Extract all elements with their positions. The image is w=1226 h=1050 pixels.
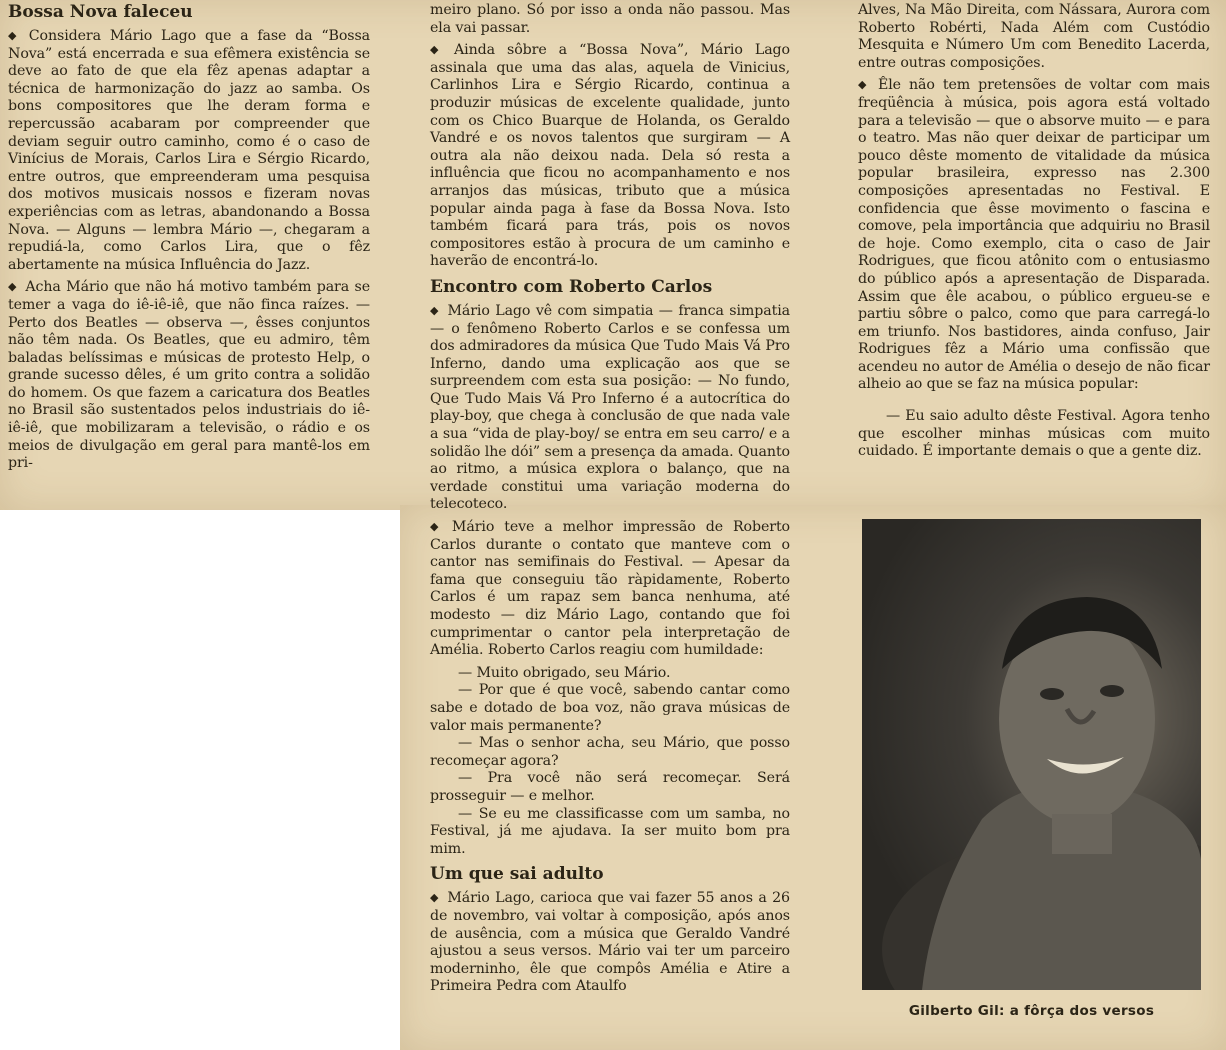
- paragraph: ◆ Êle não tem pretensões de voltar com mais freqüência à música, pois agora está voltado para a televisão — que o absorve muito — e para o teatro. Mas não quer deixar de participar um pouco dêste momento de vitalidade da música popular brasileira, expresso nas 2.300 composições apresentadas no Festival. E confidencia que êsse movimento o fascina e comove, pela importância que adquiriu no Brasil de hoje. Como exemplo, cita o caso de Jair Rodrigues, que ficou atônito com o entusiasmo do público após a apresentação de Disparada. Assim que êle acabou, o público ergueu-se e partiu sôbre o palco, como que para carregá-lo em triunfo. Nos bastidores, ainda confuso, Jair Rodrigues fêz a Mário uma confissão que acendeu no autor de Amélia o desejo de não ficar alheio ao que se faz na música popular:: [858, 77, 1210, 393]
- dialogue-line: — Mas o senhor acha, seu Mário, que posso recomeçar agora?: [430, 735, 790, 769]
- paragraph: ◆ Mário Lago, carioca que vai fazer 55 anos a 26 de novembro, vai voltar à composição, após anos de ausência, com a música que Geraldo Vandré ajustou a seus versos. Mário vai ter um parceiro moderninho, êle que compôs Amélia e Atire a Primeira Pedra com Ataulfo: [430, 890, 790, 995]
- diamond-bullet-icon: ◆: [430, 891, 440, 905]
- quote-paragraph: — Eu saio adulto dêste Festival. Agora tenho que escolher minhas músicas com muito cuidado. É importante demais o que a gente diz.: [858, 408, 1210, 460]
- column-2: [430, 2, 790, 1001]
- paragraph: ◆ Considera Mário Lago que a fase da “Bossa Nova” está encerrada e sua efêmera existência se deve ao fato de que ela fêz apenas adaptar a técnica de harmonização do jazz ao samba. Os bons compositores que lhe deram forma e repercussão acabaram por compreender que deviam seguir outro caminho, como é o caso de Vinícius de Morais, Carlos Lira e Sérgio Ricardo, entre outros, que empreenderam uma pesquisa dos motivos musicais nossos e fizeram novas experiências com as letras, abandonando a Bossa Nova. — Alguns — lembra Mário —, chegaram a repudiá-la, como Carlos Lira, que o fêz abertamente na música Influência do Jazz.: [8, 28, 370, 273]
- paragraph: meiro plano. Só por isso a onda não passou. Mas ela vai passar.: [430, 2, 790, 36]
- paragraph: ◆ Acha Mário que não há motivo também para se temer a vaga do iê-iê-iê, que não finca raízes. — Perto dos Beatles — observa —, êsses conjuntos não têm nada. Os Beatles, que eu admiro, têm baladas belíssimas e músicas de protesto Help, o grande sucesso dêles, é um grito contra a solidão do homem. Os que fazem a caricatura dos Beatles no Brasil são sustentados pelos industriais do iê-iê-iê, que mobilizaram a televisão, o rádio e os meios de divulgação em geral para mantê-los em pri-: [8, 279, 370, 472]
- dialogue-line: — Pra você não será recomeçar. Será prosseguir — e melhor.: [430, 770, 790, 804]
- diamond-bullet-icon: ◆: [430, 43, 447, 57]
- diamond-bullet-icon: ◆: [430, 303, 440, 317]
- diamond-bullet-icon: ◆: [430, 520, 444, 534]
- dialogue-line: — Por que é que você, sabendo cantar como sabe e dotado de boa voz, não grava músicas de valor mais permanente?: [430, 682, 790, 734]
- photo-caption: Gilberto Gil: a fôrça dos versos: [908, 1003, 1155, 1019]
- diamond-bullet-icon: ◆: [8, 280, 18, 294]
- portrait-illustration: [862, 519, 1201, 990]
- paragraph: ◆ Mário teve a melhor impressão de Roberto Carlos durante o contato que manteve com o cantor nas semifinais do Festival. — Apesar da fama que conseguiu tão ràpidamente, Roberto Carlos é um rapaz sem banca nenhuma, até modesto — diz Mário Lago, contando que foi cumprimentar o cantor pela interpretação de Amélia. Roberto Carlos reagiu com humildade:: [430, 519, 790, 659]
- dialogue-line: — Muito obrigado, seu Mário.: [458, 664, 671, 681]
- diamond-bullet-icon: ◆: [858, 78, 870, 92]
- headline-bossa-nova: Bossa Nova faleceu: [8, 2, 193, 22]
- heading-encontro-roberto-carlos: Encontro com Roberto Carlos: [430, 276, 713, 297]
- diamond-bullet-icon: ◆: [8, 29, 21, 42]
- paragraph: ◆ Mário Lago vê com simpatia — franca simpatia — o fenômeno Roberto Carlos e se confessa um dos admiradores da música Que Tudo Mais Vá Pro Inferno, dando uma explicação aos que se surpreendem com esta sua posição: — No fundo, Que Tudo Mais Vá Pro Inferno é a autocrítica do play-boy, que chega à conclusão de que nada vale a sua “vida de play-boy/ se entra em seu carro/ e a solidão lhe dói” sem a presença da amada. Quanto ao ritmo, a música explora o balanço, que na verdade constitui uma variação moderna do telecoteco.: [430, 302, 790, 513]
- column-3: [858, 2, 1210, 466]
- heading-um-que-sai-adulto: Um que sai adulto: [430, 864, 604, 885]
- column-1: [8, 2, 370, 478]
- paragraph: Alves, Na Mão Direita, com Nássara, Aurora com Roberto Robérti, Nada Além com Custódio Mesquita e Número Um com Benedito Lacerda, entre outras composições.: [858, 2, 1210, 71]
- paragraph: ◆ Ainda sôbre a “Bossa Nova”, Mário Lago assinala que uma das alas, aquela de Vinicius, Carlinhos Lira e Sérgio Ricardo, continua a produzir músicas de excelente qualidade, junto com os Chico Buarque de Holanda, os Geraldo Vandré e os novos talentos que surgiram — A outra ala não deixou nada. Dela só resta a influência que ficou no acompanhamento e nos arranjos das músicas, tributo que a música popular ainda paga à fase da Bossa Nova. Isto também ficará para trás, pois os novos compositores estão à procura de um caminho e haverão de encontrá-lo.: [430, 42, 790, 270]
- dialogue-line: — Se eu me classificasse com um samba, no Festival, já me ajudava. Ia ser muito bom pra mim.: [430, 805, 790, 857]
- photo-gilberto-gil: [862, 519, 1201, 990]
